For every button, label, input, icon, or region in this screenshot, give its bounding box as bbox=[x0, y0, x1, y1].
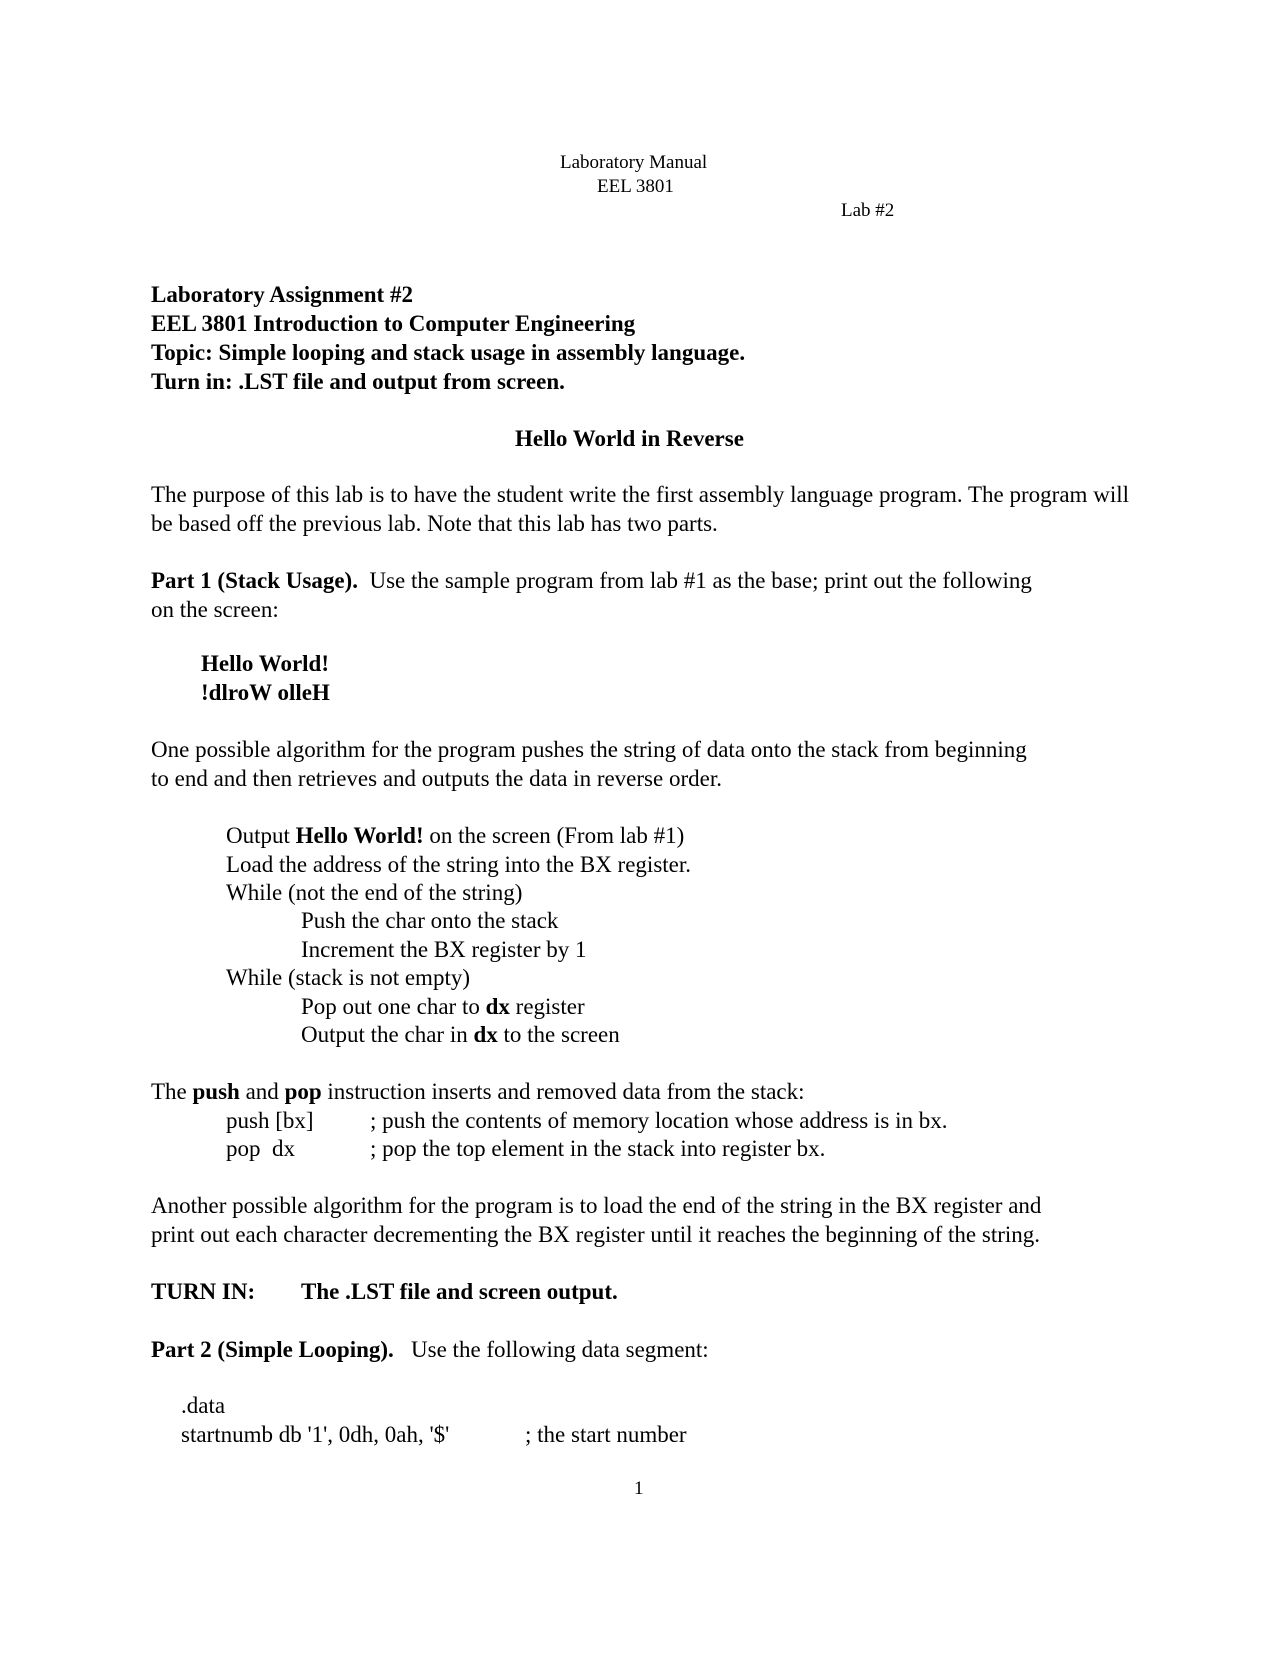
pushpop-text: The bbox=[151, 1079, 193, 1104]
pseudo-text: Pop out one char to bbox=[301, 994, 486, 1019]
data-declaration: startnumb db '1', 0dh, 0ah, '$' bbox=[181, 1422, 450, 1447]
code-pop-text: pop dx bbox=[226, 1136, 295, 1161]
sample-output-line: Hello World! bbox=[201, 651, 329, 676]
push-keyword: push bbox=[192, 1079, 240, 1104]
topic-line: Topic: Simple looping and stack usage in assembly language. bbox=[151, 340, 746, 365]
pseudo-text: Output the char in bbox=[301, 1022, 474, 1047]
code-pop bbox=[226, 1134, 295, 1163]
pseudo-line: Load the address of the string into the BX register. bbox=[226, 852, 692, 877]
part2-line bbox=[151, 1335, 709, 1364]
pseudo-text: to the screen bbox=[497, 1022, 620, 1047]
part1-line bbox=[151, 566, 1032, 595]
pop-keyword: pop bbox=[284, 1079, 322, 1104]
pseudo-line: While (not the end of the string) bbox=[226, 880, 523, 905]
pseudo-line: Increment the BX register by 1 bbox=[301, 937, 587, 962]
pseudo-line bbox=[226, 821, 684, 850]
sample-output-reversed: !dlroW olleH bbox=[201, 680, 330, 705]
page-number: 1 bbox=[634, 1478, 644, 1499]
intro-paragraph: The purpose of this lab is to have the student write the first assembly language program. The program will be based off the previous lab. Note that this lab has two parts. bbox=[151, 482, 1129, 536]
header-lab-number: Lab #2 bbox=[841, 200, 895, 221]
turn-in-text: The .LST file and screen output. bbox=[301, 1279, 618, 1304]
pseudo-bold: dx bbox=[473, 1022, 498, 1047]
part1-label: Part 1 (Stack Usage). bbox=[151, 568, 358, 593]
part1-text-continued: on the screen: bbox=[151, 597, 279, 622]
pushpop-text: instruction inserts and removed data from the stack: bbox=[321, 1079, 805, 1104]
pseudo-line: Push the char onto the stack bbox=[301, 908, 559, 933]
pushpop-intro bbox=[151, 1077, 805, 1106]
turn-in-line: Turn in: .LST file and output from screen. bbox=[151, 369, 565, 394]
section-heading: Hello World in Reverse bbox=[515, 426, 744, 451]
pseudo-bold: Hello World! bbox=[295, 823, 424, 848]
pseudo-line bbox=[301, 1020, 620, 1049]
assignment-title: Laboratory Assignment #2 bbox=[151, 282, 413, 307]
part1-text: Use the sample program from lab #1 as the base; print out the following bbox=[369, 568, 1032, 593]
algorithm1-line: to end and then retrieves and outputs the data in reverse order. bbox=[151, 766, 722, 791]
pseudo-text: register bbox=[509, 994, 585, 1019]
course-title: EEL 3801 Introduction to Computer Engineering bbox=[151, 311, 636, 336]
header-course: EEL 3801 bbox=[597, 176, 674, 197]
header-manual: Laboratory Manual bbox=[560, 152, 708, 173]
data-comment: ; the start number bbox=[525, 1422, 687, 1447]
algorithm1-line: One possible algorithm for the program pushes the string of data onto the stack from beginning bbox=[151, 737, 1027, 762]
pseudo-line: While (stack is not empty) bbox=[226, 965, 470, 990]
pseudo-text: on the screen (From lab #1) bbox=[423, 823, 685, 848]
comment-push: ; push the contents of memory location whose address is in bx. bbox=[370, 1108, 948, 1133]
pseudo-text: Output bbox=[226, 823, 296, 848]
data-directive: .data bbox=[181, 1393, 226, 1418]
algorithm2-line: print out each character decrementing the BX register until it reaches the beginning of the string. bbox=[151, 1222, 1041, 1247]
pseudo-line bbox=[301, 992, 585, 1021]
turn-in-label: TURN IN: bbox=[151, 1279, 256, 1304]
pushpop-text: and bbox=[239, 1079, 285, 1104]
part2-label: Part 2 (Simple Looping). bbox=[151, 1337, 394, 1362]
comment-pop: ; pop the top element in the stack into register bx. bbox=[370, 1136, 826, 1161]
part2-text: Use the following data segment: bbox=[411, 1337, 709, 1362]
algorithm2-line: Another possible algorithm for the program is to load the end of the string in the BX register and bbox=[151, 1193, 1042, 1218]
pseudo-bold: dx bbox=[485, 994, 510, 1019]
code-push: push [bx] bbox=[226, 1108, 314, 1133]
